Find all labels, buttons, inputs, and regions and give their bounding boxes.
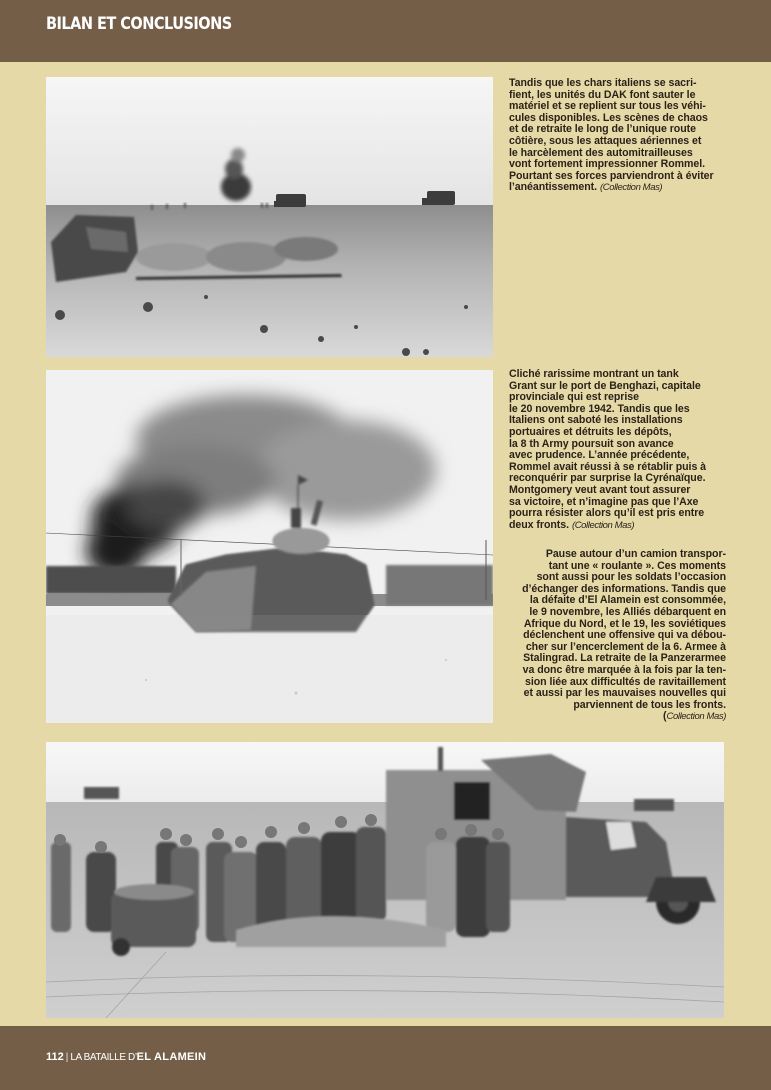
- running-footer: [46, 1051, 206, 1063]
- caption-line: et aussi par les mauvaises nouvelles qui: [523, 687, 726, 700]
- photo-field-kitchen-truck: [46, 742, 724, 1018]
- caption-line: Afrique du Nord, et le 19, les soviétiques: [523, 617, 726, 630]
- caption-credit-line: [509, 711, 726, 723]
- caption-line-last: [509, 182, 714, 194]
- caption-line: pourra résister alors qu’il est pris entre: [509, 507, 705, 520]
- page-number: 112: [46, 1051, 64, 1063]
- caption-line: Rommel avait réussi à se rétablir puis à: [509, 460, 707, 473]
- caption-line: Tandis que les chars italiens se sacri-: [509, 77, 697, 89]
- caption-line: le 20 novembre 1942. Tandis que les: [509, 402, 690, 415]
- caption-line: provinciale qui est reprise: [509, 391, 639, 404]
- caption-line: la 8 th Army poursuit son avance: [509, 437, 674, 450]
- caption-line: portuaires et détruits les dépôts,: [509, 425, 672, 438]
- header-band: [0, 0, 771, 62]
- book-title-prefix: LA BATAILLE D’: [70, 1052, 137, 1063]
- caption-line: matériel et se replient sur tous les véhi-: [509, 100, 706, 113]
- book-title-bold: EL ALAMEIN: [136, 1051, 207, 1063]
- caption-line: reconquérir par surprise la Cyrénaïque.: [509, 472, 706, 485]
- photo-grant-tank-benghazi: [46, 370, 493, 723]
- footer-separator: |: [65, 1052, 69, 1063]
- photo-desert-retreat: [46, 77, 493, 357]
- section-title: BILAN ET CONCLUSIONS: [46, 14, 232, 33]
- caption-line: fient, les unités du DAK font sauter le: [509, 88, 696, 101]
- caption-line: Grant sur le port de Benghazi, capitale: [509, 379, 701, 392]
- caption-line: Italiens ont saboté les installations: [509, 414, 683, 427]
- photo-credit: (Collection Mas): [571, 519, 635, 531]
- photo-credit: (Collection Mas): [599, 182, 663, 194]
- caption-line: Pause autour d’un camion transpor-: [545, 548, 726, 560]
- caption-photo-1: [509, 78, 714, 194]
- caption-text: l’anéantissement.: [509, 181, 598, 194]
- caption-line: et de retraite le long de l’unique route: [509, 123, 696, 136]
- caption-line: sa victoire, et n’imagine pas que l’Axe: [509, 495, 699, 508]
- caption-text: deux fronts.: [509, 518, 570, 531]
- caption-line: sont aussi pour les soldats l’occasion: [536, 571, 726, 584]
- caption-line: d’échanger des informations. Tandis que: [522, 582, 726, 595]
- caption-line: déclenchent une offensive qui va débou-: [523, 629, 726, 642]
- caption-line: tant une « roulante ». Ces moments: [548, 559, 726, 572]
- caption-line: Cliché rarissime montrant un tank: [509, 368, 679, 380]
- caption-photo-3: [509, 549, 726, 723]
- photo-credit: Collection Mas): [666, 711, 726, 723]
- caption-line: côtière, sous les attaques aériennes et: [509, 134, 702, 147]
- caption-line: va donc être marquée à la fois par la ten-: [522, 663, 726, 676]
- caption-photo-2: [509, 369, 706, 531]
- caption-line: Montgomery veut avant tout assurer: [509, 483, 691, 496]
- footer-band: [0, 1026, 771, 1090]
- caption-line: avec prudence. L’année précédente,: [509, 449, 690, 462]
- credit-open-paren: (: [663, 710, 667, 723]
- caption-line: cher sur l’encerclement de la 6. Armee à: [525, 640, 726, 653]
- caption-line: vont fortement impressionner Rommel.: [509, 158, 705, 171]
- caption-line-last: [509, 520, 706, 532]
- caption-line: Pourtant ses forces parviendront à éviter: [509, 169, 714, 182]
- caption-line: la défaite d’El Alamein est consommée,: [529, 594, 726, 607]
- caption-line: cules disponibles. Les scènes de chaos: [509, 111, 708, 124]
- caption-line: le 9 novembre, les Alliés débarquent en: [529, 605, 726, 618]
- caption-line: sion liée aux difficultés de ravitaillement: [525, 675, 726, 688]
- caption-line: Stalingrad. La retraite de la Panzerarmee: [523, 652, 726, 665]
- caption-line: le harcèlement des automitrailleuses: [509, 146, 693, 159]
- caption-line: parviennent de tous les fronts.: [573, 698, 726, 711]
